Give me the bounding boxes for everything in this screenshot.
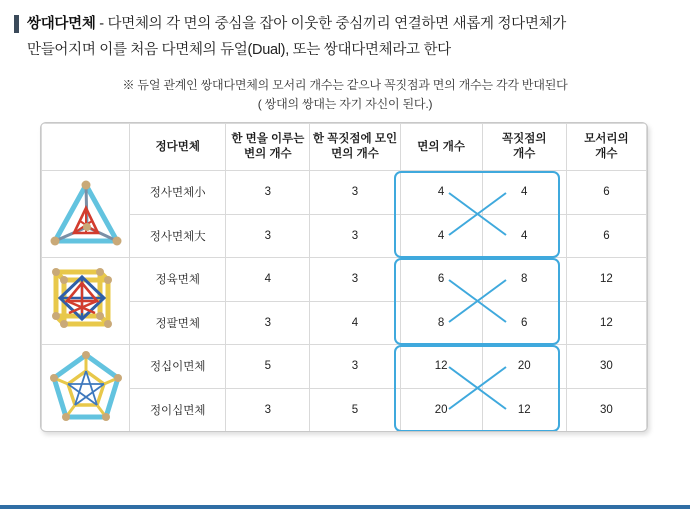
heading-text [27,12,566,36]
cell-faces-per-vertex: 3 [310,171,400,215]
cell-edges: 6 [566,171,646,215]
cell-name: 정이십면체 [130,388,226,432]
header-vertices-line2: 개수 [513,148,536,160]
bottom-rule [0,505,690,509]
dodeca-icosa-figure [42,345,130,432]
polyhedra-table [41,123,647,432]
tetrahedron-figure [42,171,130,258]
cell-edges: 12 [566,258,646,302]
note-block [0,76,690,114]
cell-edges: 12 [566,301,646,345]
cell-edges-per-face: 3 [226,388,310,432]
header-faces-per-vertex-line2: 면의 개수 [331,148,379,160]
dodecahedron-icosahedron-icon [46,349,126,427]
header-edges-per-face-line1: 한 면을 이루는 [231,133,305,145]
cell-faces-per-vertex: 3 [310,345,400,389]
header-faces-per-vertex-line1: 한 꼭짓점에 모인 [312,133,398,145]
cell-edges-per-face: 3 [226,171,310,215]
heading-line-2: 만들어지며 이를 처음 다면체의 듀얼(Dual), 또는 쌍대다면체라고 한다 [27,42,451,58]
header-faces-per-vertex [310,124,400,171]
header-figure [42,124,130,171]
table-row [42,171,647,215]
header-edges [566,124,646,171]
header-vertices [482,124,566,171]
cell-edges: 6 [566,214,646,258]
heading-term: 쌍대다면체 [27,16,96,32]
cell-name: 정십이면체 [130,345,226,389]
header-faces: 면의 개수 [400,124,482,171]
cell-faces-per-vertex: 4 [310,301,400,345]
cell-faces: 4 [400,214,482,258]
heading-rest: - 다면체의 각 면의 중심을 잡아 이웃한 중심끼리 연결하면 새롭게 정다면체가 [95,16,567,32]
cell-edges: 30 [566,388,646,432]
cell-faces-per-vertex: 3 [310,214,400,258]
header-edges-line1: 모서리의 [584,133,629,145]
cell-name: 정육면체 [130,258,226,302]
cell-vertices: 12 [482,388,566,432]
table-row [42,258,647,302]
tetrahedron-icon [47,177,125,251]
cell-vertices: 20 [482,345,566,389]
table-header-row [42,124,647,171]
cell-edges-per-face: 4 [226,258,310,302]
cell-vertices: 4 [482,171,566,215]
header-edges-per-face [226,124,310,171]
cell-faces: 6 [400,258,482,302]
table-row [42,214,647,258]
heading-accent-bar [14,15,19,33]
cell-name: 정팔면체 [130,301,226,345]
header-edges-line2: 개수 [595,148,618,160]
cell-faces: 12 [400,345,482,389]
heading-line-1 [14,12,678,36]
header-vertices-line1: 꼭짓점의 [502,133,547,145]
cell-faces: 4 [400,171,482,215]
cell-vertices: 8 [482,258,566,302]
table-row [42,301,647,345]
cell-vertices: 6 [482,301,566,345]
cube-octahedron-figure [42,258,130,345]
table-row [42,388,647,432]
header-edges-per-face-line2: 변의 개수 [244,148,292,160]
cell-faces-per-vertex: 5 [310,388,400,432]
cell-faces: 20 [400,388,482,432]
cell-edges: 30 [566,345,646,389]
cell-vertices: 4 [482,214,566,258]
cell-faces-per-vertex: 3 [310,258,400,302]
cell-name: 정사면체小 [130,171,226,215]
note-line-1: ※ 듀얼 관계인 쌍대다면체의 모서리 개수는 같으나 꼭짓점과 면의 개수는 각각 반대된다 [122,78,568,92]
cell-name: 정사면체大 [130,214,226,258]
cell-edges-per-face: 5 [226,345,310,389]
cell-edges-per-face: 3 [226,301,310,345]
cell-faces: 8 [400,301,482,345]
polyhedra-table-card [40,122,648,432]
note-line-2: ( 쌍대의 쌍대는 자기 자신이 된다.) [257,97,433,111]
cell-edges-per-face: 3 [226,214,310,258]
page-heading [14,12,678,62]
cube-octahedron-icon [47,263,125,339]
table-row [42,345,647,389]
header-name: 정다면체 [130,124,226,171]
